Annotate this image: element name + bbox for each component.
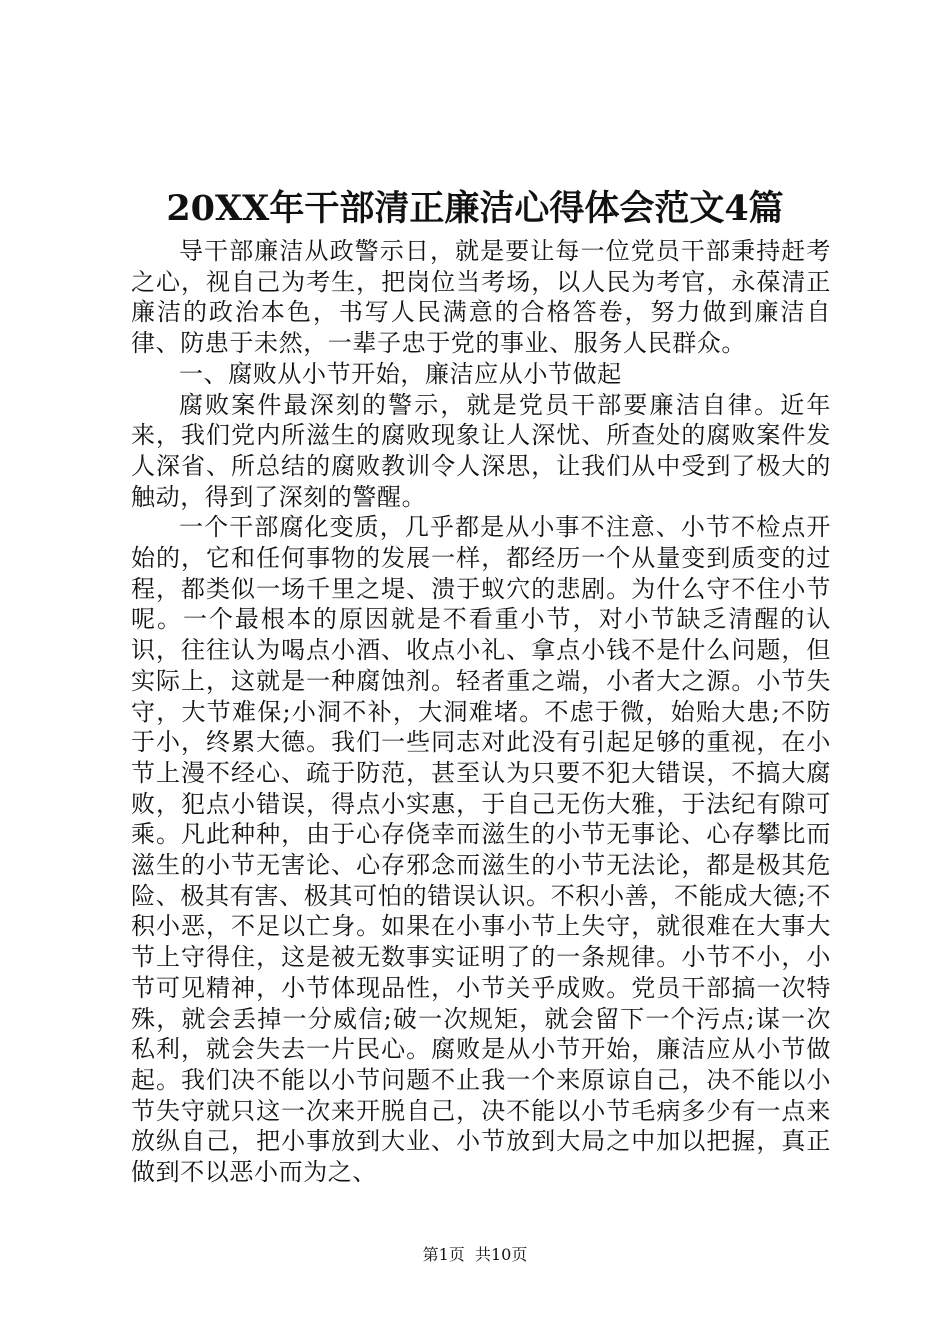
section-heading: 一、腐败从小节开始，廉洁应从小节做起 [179,359,622,388]
page-footer [0,1244,950,1266]
page-total: 共10页 [474,1245,528,1264]
paragraph-intro: 导干部廉洁从政警示日，就是要让每一位党员干部秉持赶考之心，视自己为考生，把岗位当考场，以人民为考官，永葆清正廉洁的政治本色，书写人民满意的合格答卷，努力做到廉洁自律、防患于未然，一辈子忠于党的事业、服务人民群众。 [131,237,831,358]
paragraph-small-details: 一个干部腐化变质，几乎都是从小事不注意、小节不检点开始的，它和任何事物的发展一样，都经历一个从量变到质变的过程，都类似一场千里之堤、溃于蚁穴的悲剧。为什么守不住小节呢。一个最根本的原因就是不看重小节，对小节缺乏清醒的认识，往往认为喝点小酒、收点小礼、拿点小钱不是什么问题，但实际上，这就是一种腐蚀剂。轻者重之端，小者大之源。小节失守，大节难保;小洞不补，大洞难堵。不虑于微，始贻大患;不防于小，终累大德。我们一些同志对此没有引起足够的重视，在小节上漫不经心、疏于防范，甚至认为只要不犯大错误，不搞大腐败，犯点小错误，得点小实惠，于自己无伤大雅，于法纪有隙可乘。凡此种种，由于心存侥幸而滋生的小节无事论、心存攀比而滋生的小节无害论、心存邪念而滋生的小节无法论，都是极其危险、极其有害、极其可怕的错误认识。不积小善，不能成大德;不积小恶，不足以亡身。如果在小事小节上失守，就很难在大事大节上守得住，这是被无数事实证明了的一条规律。小节不小，小节可见精神，小节体现品性，小节关乎成败。党员干部搞一次特殊，就会丢掉一分威信;破一次规矩，就会留下一个污点;谋一次私利，就会失去一片民心。腐败是从小节开始，廉洁应从小节做起。我们决不能以小节问题不止我一个来原谅自己，决不能以小节失守就只这一次来开脱自己，决不能以小节毛病多少有一点来放纵自己，把小事放到大业、小节放到大局之中加以把握，真正做到不以恶小而为之、 [131,513,831,1187]
document-body [131,236,831,1188]
page-number: 第1页 [422,1245,465,1264]
paragraph-warning: 腐败案件最深刻的警示，就是党员干部要廉洁自律。近年来，我们党内所滋生的腐败现象让人深忧、所查处的腐败案件发人深省、所总结的腐败教训令人深思，让我们从中受到了极大的触动，得到了深刻的警醒。 [131,390,831,511]
document-title: 20XX年干部清正廉洁心得体会范文4篇 [166,188,784,229]
